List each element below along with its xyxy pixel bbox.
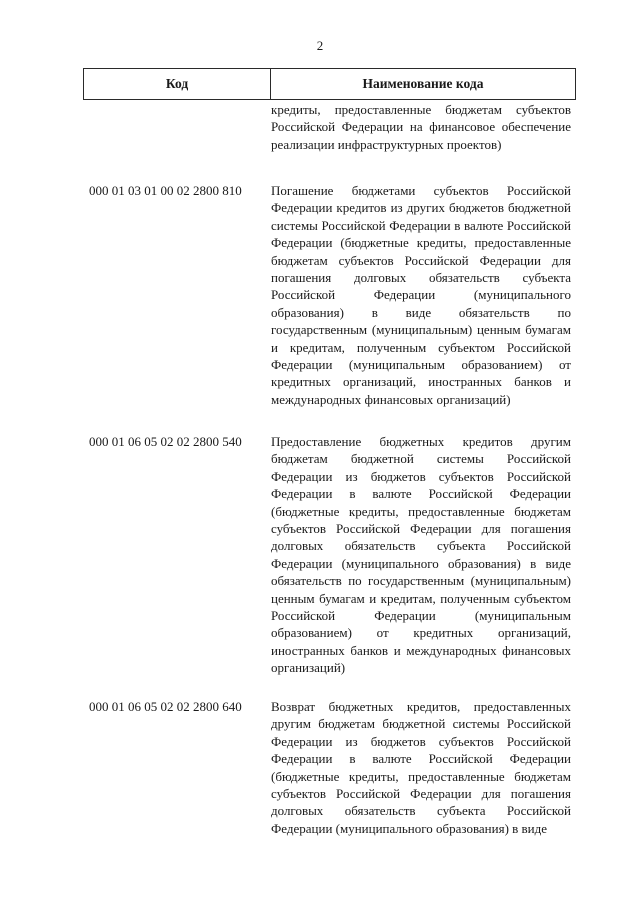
row-name: кредиты, предоставленные бюджетам субъектов Российской Федерации на финансовое обеспечение реализации инфраструктурных проектов) (271, 102, 571, 152)
code-column-header: Код (84, 69, 271, 99)
table-row (83, 433, 576, 677)
table-row (83, 101, 576, 153)
row-code: 000 01 06 05 02 02 2800 540 (89, 434, 242, 449)
row-code (83, 101, 270, 153)
table-header (83, 68, 576, 100)
row-code: 000 01 03 01 00 02 2800 810 (89, 183, 242, 198)
table-row (83, 182, 576, 408)
row-name: Предоставление бюджетных кредитов другим бюджетам бюджетной системы Российской Федерации из бюджетов субъектов Российской Федерации в валюте Российской Федерации (бюджетные кредиты, предоставленные бюджетам субъектов Российской Федерации для погашения долговых обязательств субъекта Российской Федерации (муниципального образования) в виде обязательств по государственным (муниципальным) ценным бумагам и кредитам, полученным субъектом Российской Федерации (муниципальным образованием) от кредитных организаций, иностранных банков и международных финансовых организаций) (271, 434, 571, 676)
row-name: Возврат бюджетных кредитов, предоставленных другим бюджетам бюджетной системы Российской Федерации из бюджетов субъектов Российской Федерации в валюте Российской Федерации (бюджетные кредиты, предоставленные бюджетам субъектов Российской Федерации для погашения долговых обязательств субъекта Российской Федерации (муниципального образования) в виде (271, 699, 571, 836)
page-number: 2 (316, 38, 324, 53)
row-name: Погашение бюджетами субъектов Российской Федерации кредитов из других бюджетов бюджетной системы Российской Федерации в валюте Российской Федерации (бюджетные кредиты, предоставленные бюджетам субъектов Российской Федерации для погашения долговых обязательств субъекта Российской Федерации (муниципального образования) в виде обязательств по государственным (муниципальным) ценным бумагам и кредитам, полученным субъектом Российской Федерации (муниципальным образованием) от кредитных организаций, иностранных банков и международных финансовых организаций) (271, 183, 571, 407)
table-row (83, 698, 576, 837)
row-code: 000 01 06 05 02 02 2800 640 (89, 699, 242, 714)
name-column-header: Наименование кода (362, 76, 484, 91)
